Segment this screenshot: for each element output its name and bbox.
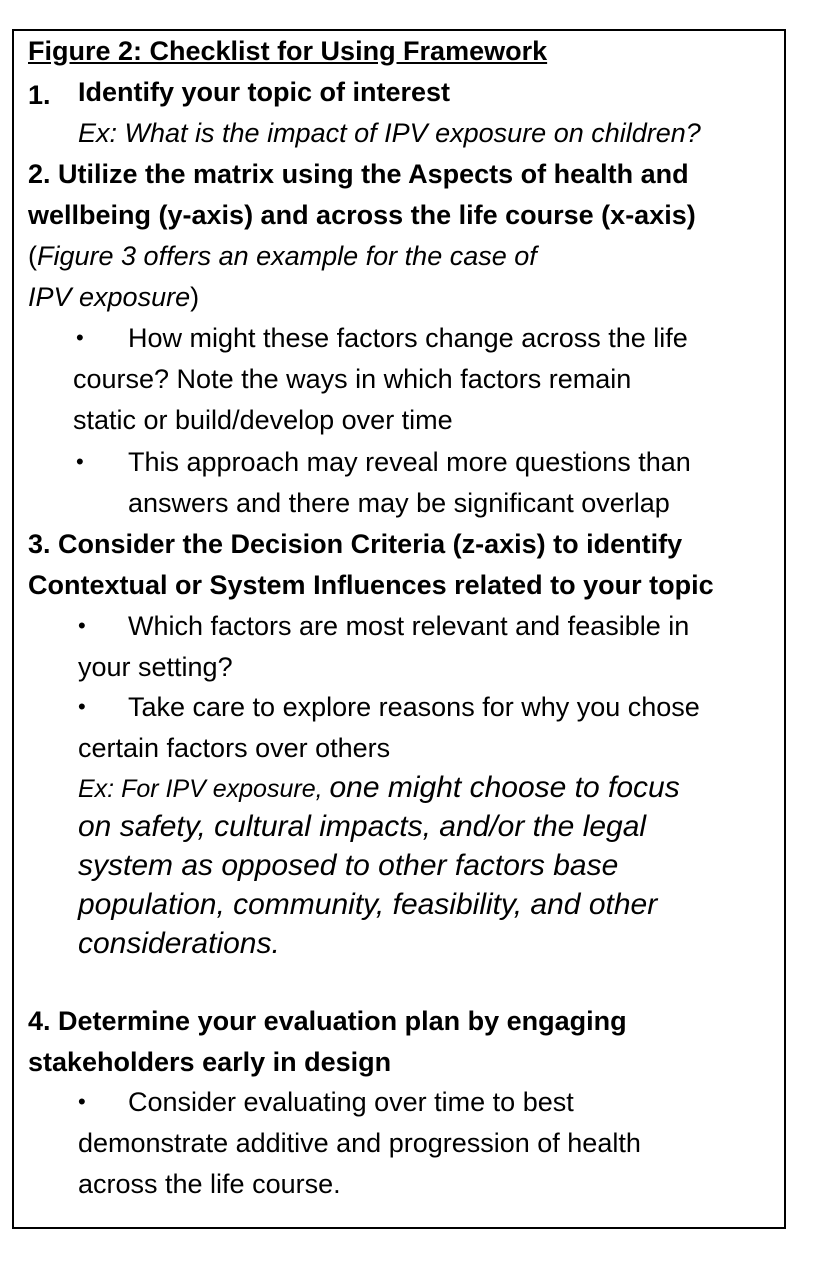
step2-bullet2-line2: answers and there may be significant overlap <box>128 488 670 518</box>
step4-heading-line2: stakeholders early in design <box>28 1047 392 1077</box>
step2-bullet1-line2: course? Note the ways in which factors remain <box>73 364 632 394</box>
step3-heading-line2: Contextual or System Influences related to your topic <box>28 570 714 600</box>
step4-heading-line1: 4. Determine your evaluation plan by engaging <box>28 1006 627 1036</box>
step2-bullet1-line3: static or build/develop over time <box>73 405 453 435</box>
step2-bullet2-icon: • <box>76 449 84 474</box>
step2-bullet1-icon: • <box>76 325 84 350</box>
step3-example-line2: on safety, cultural impacts, and/or the legal <box>78 810 647 843</box>
step4-bullet1-line1: Consider evaluating over time to best <box>128 1087 574 1117</box>
step1-heading: Identify your topic of interest <box>78 77 451 107</box>
step2-heading-line2: wellbeing (y-axis) and across the life course (x-axis) <box>28 200 696 230</box>
step2-note-line2: IPV exposure) <box>28 282 200 312</box>
step2-note-line1: (Figure 3 offers an example for the case of <box>28 241 537 271</box>
step3-example-line3: system as opposed to other factors base <box>78 849 619 882</box>
step2-heading-line1: 2. Utilize the matrix using the Aspects of health and <box>28 159 689 189</box>
step3-example-line1: Ex: For IPV exposure, one might choose to focus <box>78 771 680 804</box>
step3-bullet1-icon: • <box>78 613 86 638</box>
step3-bullet2-icon: • <box>78 694 86 719</box>
step3-bullet2-line2: certain factors over others <box>78 733 391 763</box>
step4-bullet1-line3: across the life course. <box>78 1169 341 1199</box>
step3-bullet2-line1: Take care to explore reasons for why you chose <box>128 692 700 722</box>
step1-example: Ex: What is the impact of IPV exposure on children? <box>78 118 701 148</box>
step3-bullet1-line2: your setting? <box>78 652 233 682</box>
step3-example-line5: considerations. <box>78 927 280 960</box>
step4-bullet1-line2: demonstrate additive and progression of health <box>78 1128 641 1158</box>
figure-title: Figure 2: Checklist for Using Framework <box>28 36 548 66</box>
step3-heading-line1: 3. Consider the Decision Criteria (z-axis) to identify <box>28 529 683 559</box>
step3-example-line4: population, community, feasibility, and other <box>78 888 658 921</box>
step2-bullet1-line1: How might these factors change across the life <box>128 323 688 353</box>
step1-number: 1. <box>28 80 51 110</box>
step4-bullet1-icon: • <box>78 1089 86 1114</box>
step2-bullet2-line1: This approach may reveal more questions than <box>128 447 691 477</box>
step3-bullet1-line1: Which factors are most relevant and feasible in <box>128 611 690 641</box>
